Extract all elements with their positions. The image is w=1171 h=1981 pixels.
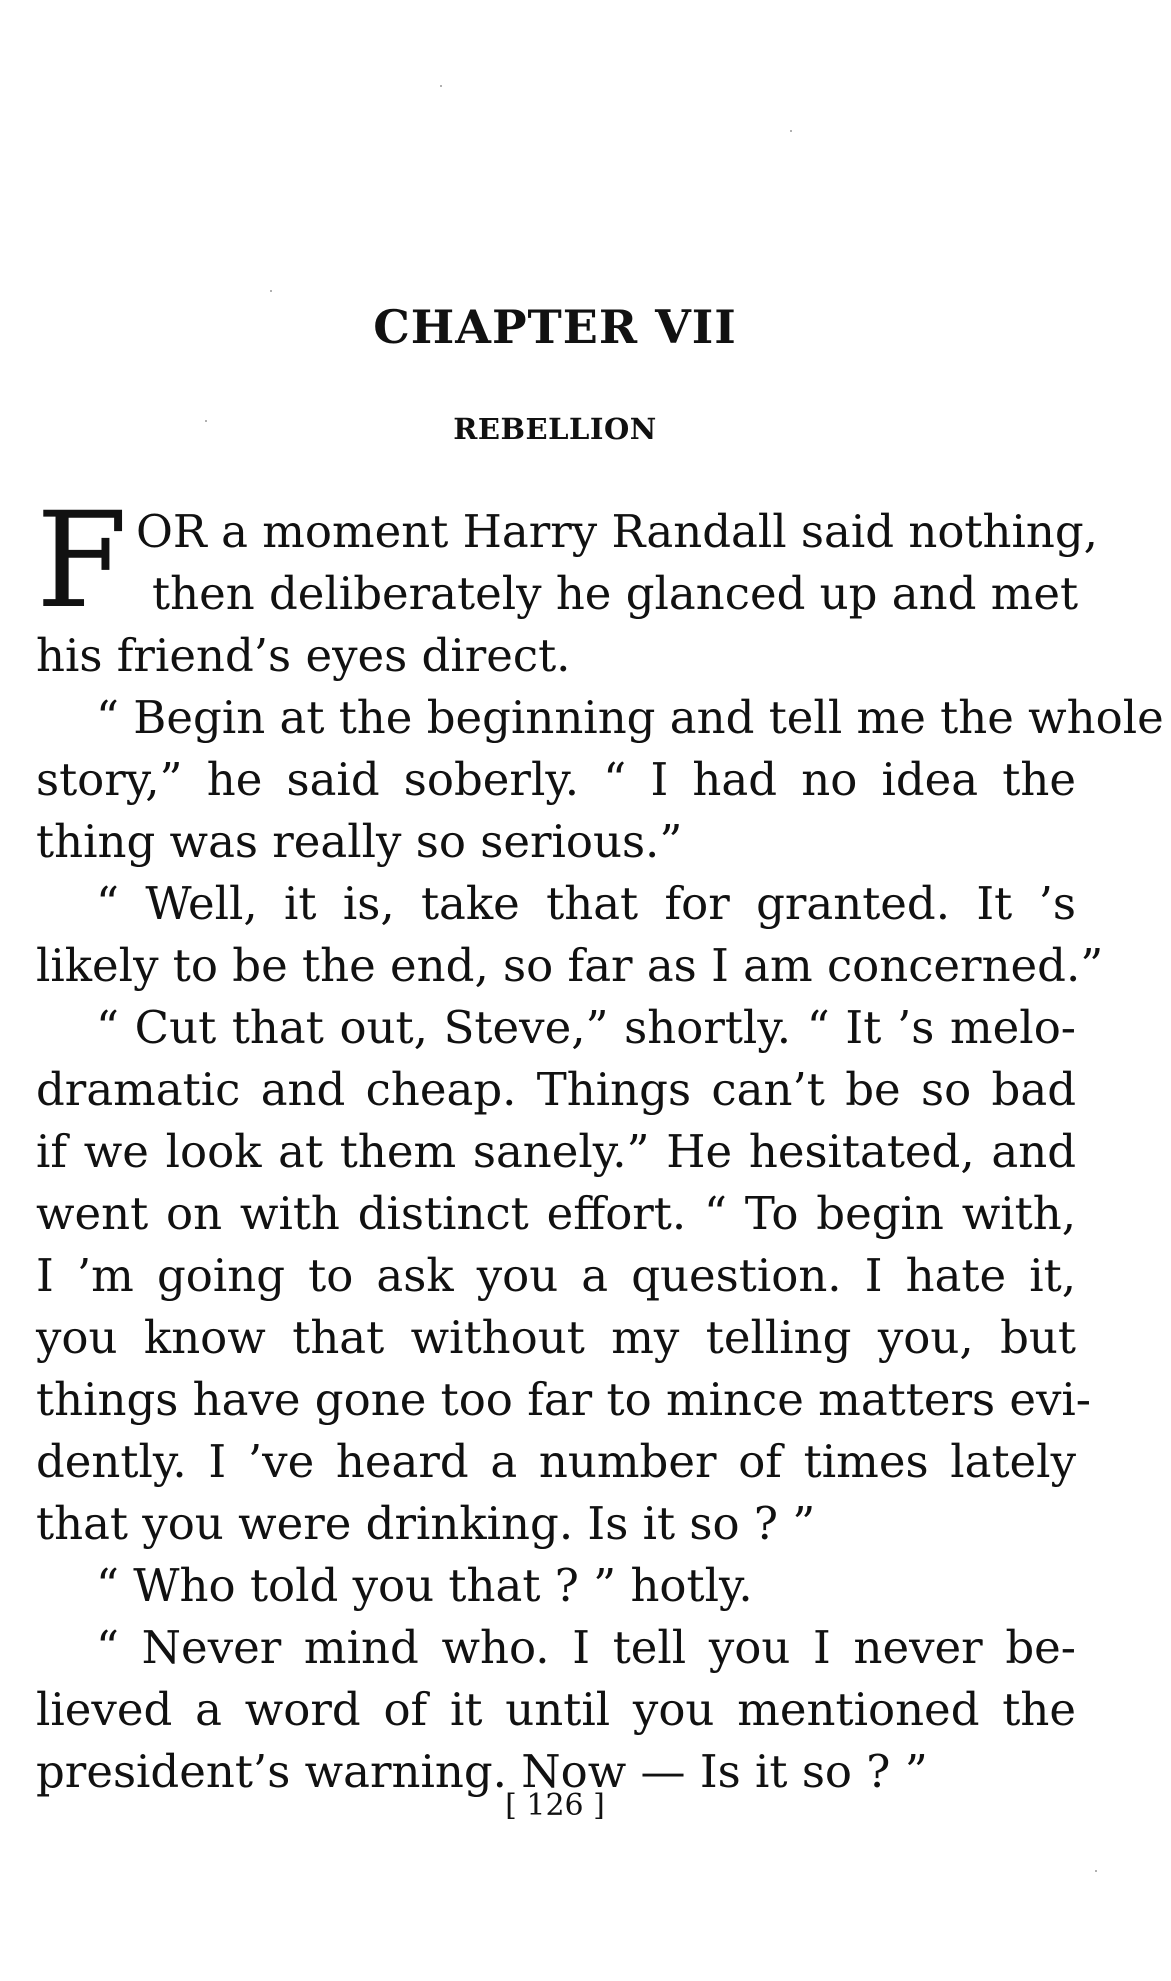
text-line: that you were drinking. Is it so ? ”: [36, 1497, 816, 1550]
text-line: his friend’s eyes direct.: [36, 629, 571, 682]
chapter-title: CHAPTER VII: [373, 300, 737, 354]
text-line: story,” he said soberly. “ I had no idea the: [36, 753, 1076, 806]
text-line: “ Never mind who. I tell you I never be-: [96, 1621, 1076, 1674]
body-text: [36, 484, 1164, 1803]
text-line: you know that without my telling you, but: [36, 1311, 1076, 1364]
paper-speck: [440, 85, 442, 87]
text-line: dently. I ’ve heard a number of times lately: [36, 1435, 1076, 1488]
text-line: if we look at them sanely.” He hesitated, and: [36, 1125, 1076, 1178]
text-line: “ Well, it is, take that for granted. It ’s: [96, 877, 1076, 930]
paper-speck: [270, 290, 272, 292]
text-line: then deliberately he glanced up and met: [152, 567, 1079, 620]
opening-paragraph: [36, 484, 1098, 638]
text-line: went on with distinct effort. “ To begin with,: [36, 1187, 1076, 1240]
text-line: dramatic and cheap. Things can’t be so bad: [36, 1063, 1076, 1116]
text-line: “ Cut that out, Steve,” shortly. “ It ’s melo-: [96, 1001, 1076, 1054]
text-line: “ Begin at the beginning and tell me the whole: [96, 691, 1164, 744]
text-line: thing was really so serious.”: [36, 815, 683, 868]
chapter-subtitle: REBELLION: [453, 412, 657, 446]
text-line: things have gone too far to mince matters evi-: [36, 1373, 1092, 1426]
paper-speck: [1095, 1870, 1097, 1872]
text-line: OR a moment Harry Randall said nothing,: [136, 505, 1098, 558]
text-line: president’s warning. Now — Is it so ? ”: [36, 1745, 928, 1798]
text-line: “ Who told you that ? ” hotly.: [96, 1559, 753, 1612]
text-line: I ’m going to ask you a question. I hate it,: [36, 1249, 1076, 1302]
page-number: [ 126 ]: [505, 1788, 605, 1823]
text-line: lieved a word of it until you mentioned the: [36, 1683, 1076, 1736]
paper-speck: [790, 130, 792, 132]
drop-cap-letter: F: [36, 484, 128, 638]
text-line: likely to be the end, so far as I am concerned.”: [36, 939, 1104, 992]
